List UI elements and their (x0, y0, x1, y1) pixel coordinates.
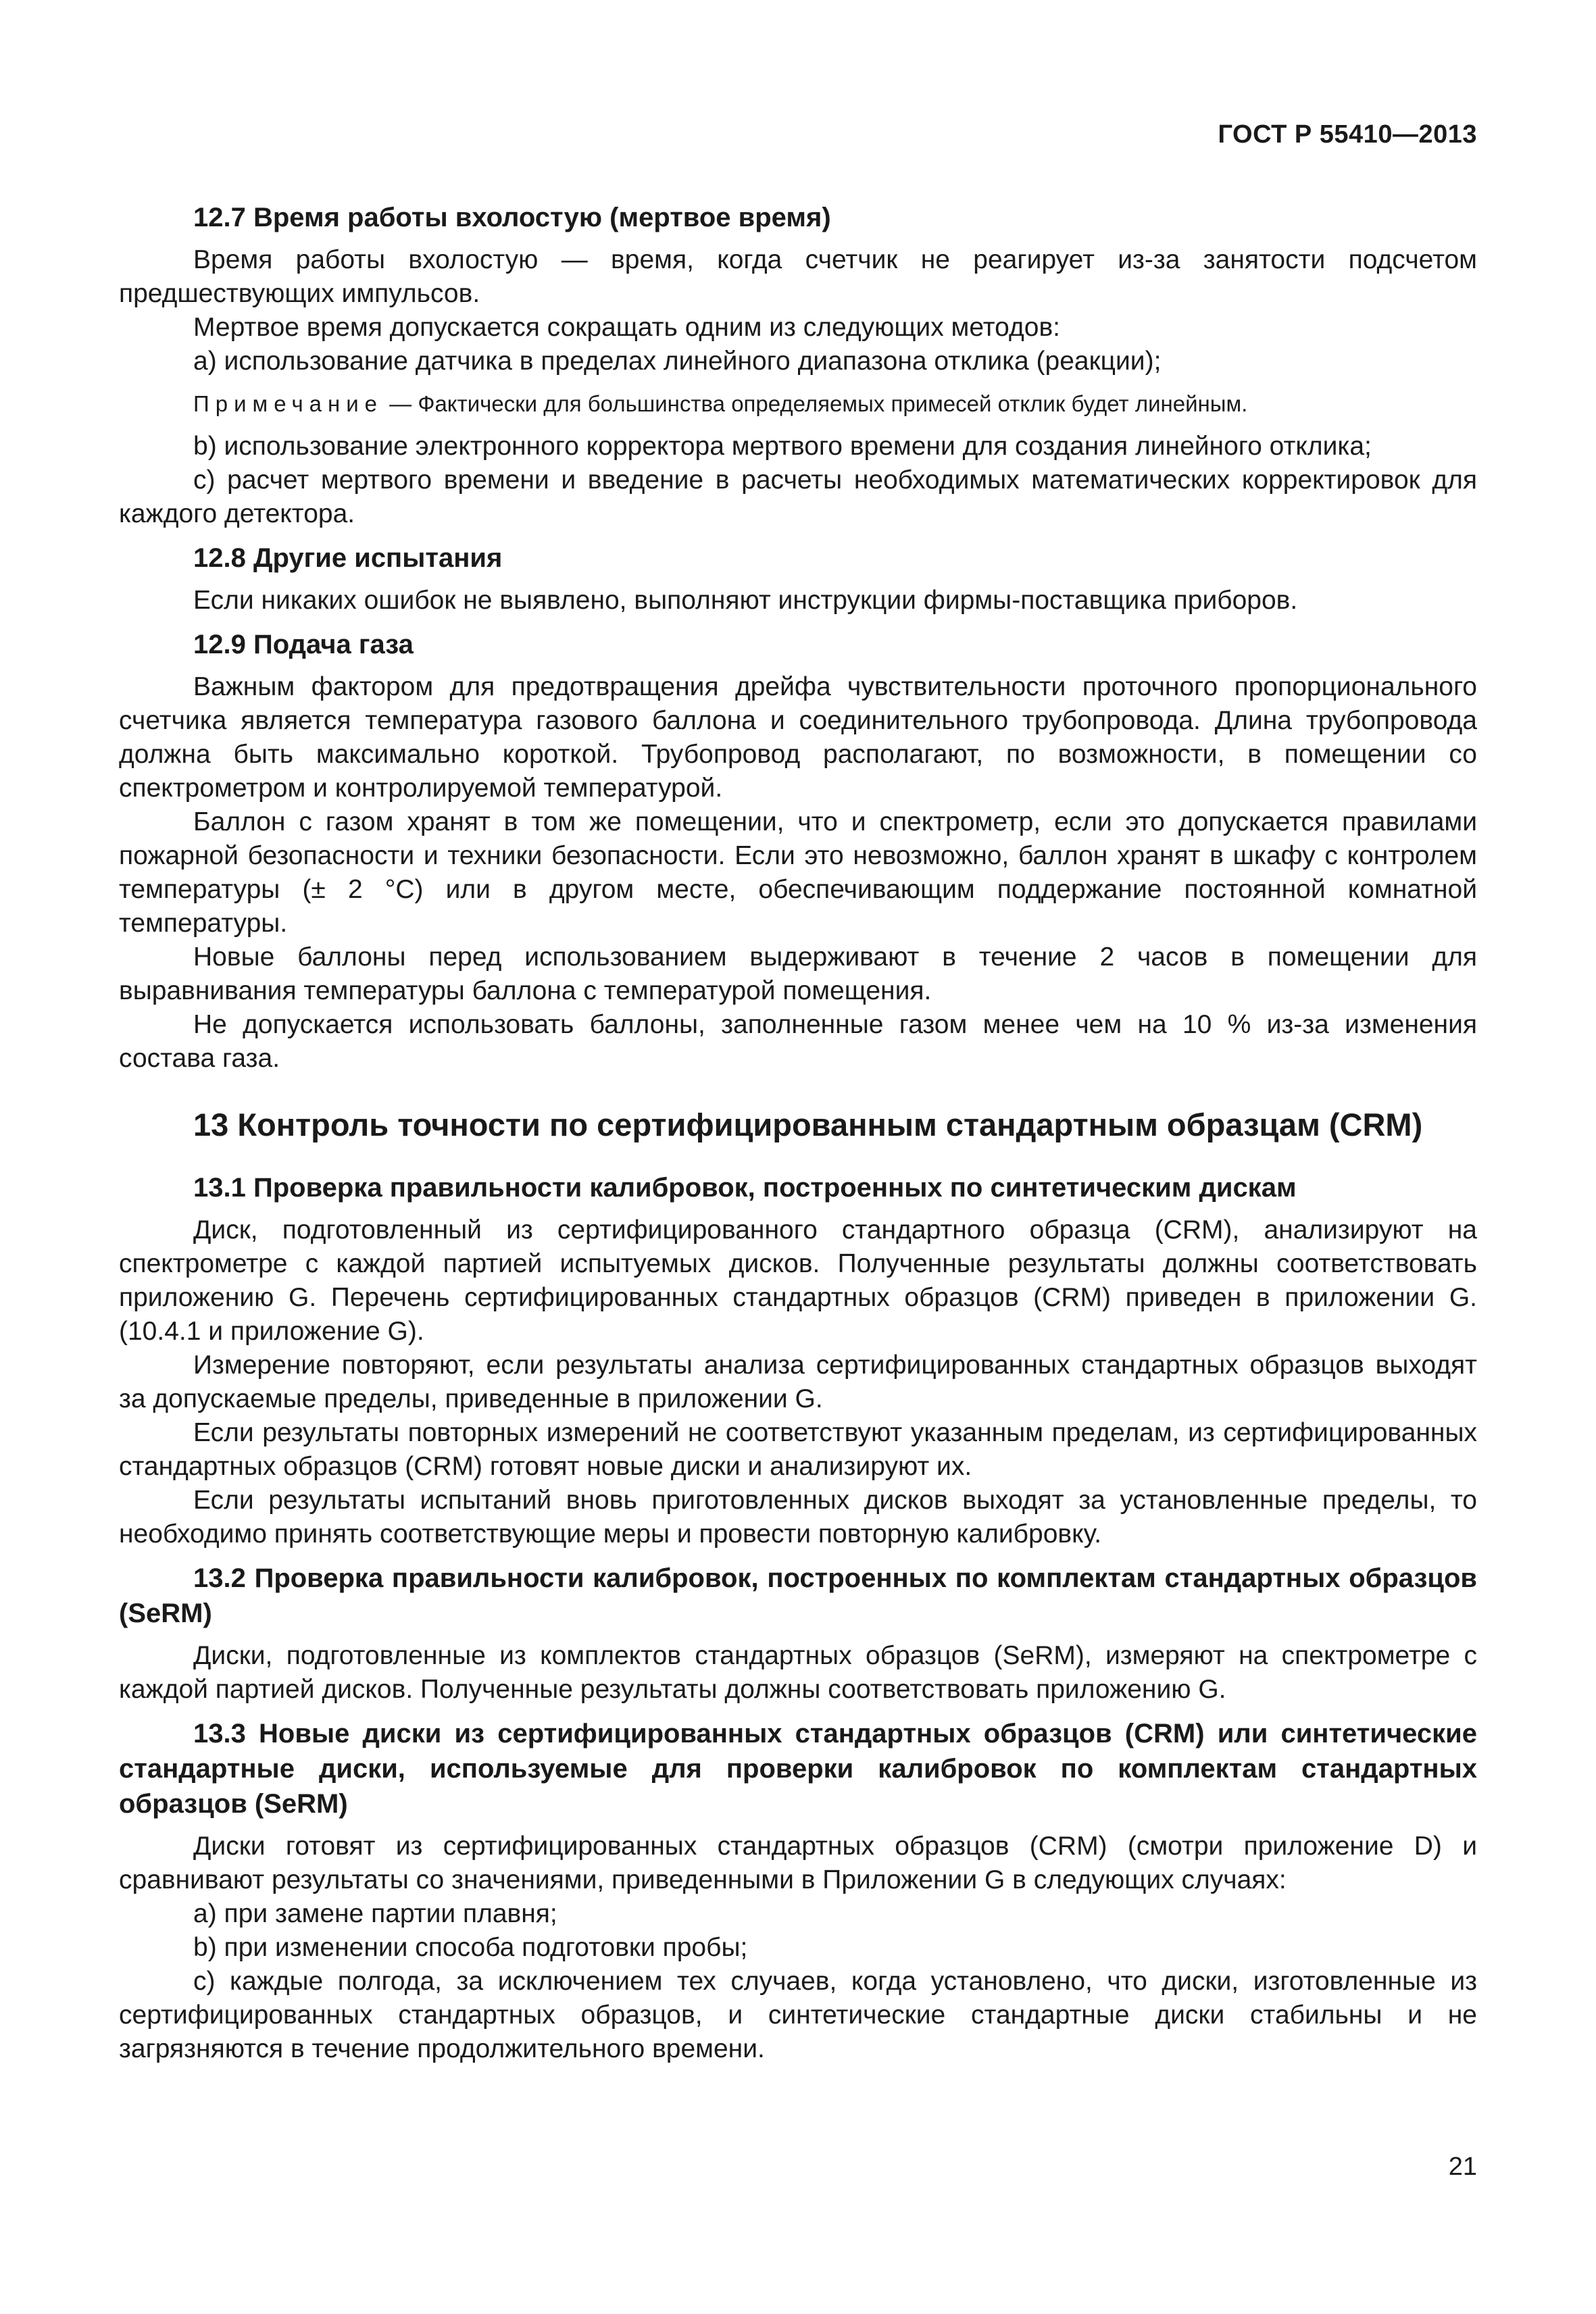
paragraph: Мертвое время допускается сокращать одним из следующих методов: (193, 313, 1061, 342)
paragraph: Диски, подготовленные из комплектов стандартных образцов (SeRM), измеряют на спектрометре с каждой партией дисков. Полученные результаты должны соответствовать приложению G. (119, 1641, 1477, 1704)
section-12-7-title: 12.7 Время работы вхолостую (мертвое время) (193, 203, 831, 232)
section-12-9 (119, 627, 1477, 1076)
section-13-2-title: 13.2 Проверка правильности калибровок, построенных по комплектам стандартных образцов (SeRM) (119, 1563, 1477, 1628)
list-item: c) расчет мертвого времени и введение в расчеты необходимых математических корректировок для каждого детектора. (119, 466, 1477, 528)
paragraph: Не допускается использовать баллоны, заполненные газом менее чем на 10 % из-за изменения состава газа. (119, 1010, 1477, 1073)
section-13-3 (119, 1716, 1477, 2066)
list-item: b) при изменении способа подготовки пробы; (193, 1933, 748, 1962)
document-page (119, 0, 1477, 2314)
paragraph: Если результаты испытаний вновь приготовленных дисков выходят за установленные пределы, то необходимо принять соответствующие меры и провести повторную калибровку. (119, 1486, 1477, 1549)
paragraph: Важным фактором для предотвращения дрейфа чувствительности проточного пропорционального счетчика является температура газового баллона и соединительного трубопровода. Длина трубопровода должна быть максимально короткой. Трубопровод располагают, по возможности, в помещении со спектрометром и контролируемой температурой. (119, 672, 1477, 803)
section-13-1 (119, 1170, 1477, 1551)
paragraph: Диск, подготовленный из сертифицированного стандартного образца (CRM), анализируют на спектрометре с каждой партией испытуемых дисков. Полученные результаты должны соответствовать приложению G. Перечень сертифицированных стандартных образцов (CRM) приведен в приложении G. (10.4.1 и приложение G). (119, 1215, 1477, 1346)
paragraph: Время работы вхолостую — время, когда счетчик не реагирует из-за занятости подсчетом предшествующих импульсов. (119, 245, 1477, 308)
section-12-7 (119, 200, 1477, 531)
page-number: 21 (1448, 2153, 1477, 2181)
section-12-8-title: 12.8 Другие испытания (193, 543, 503, 573)
note-text: — Фактически для большинства определяемых примесей отклик будет линейным. (383, 391, 1248, 416)
page-content (119, 200, 1477, 2066)
section-13-3-title: 13.3 Новые диски из сертифицированных стандартных образцов (CRM) или синтетические стандартные диски, используемые для проверки калибровок по комплектам стандартных образцов (SeRM) (119, 1719, 1477, 1819)
section-12-9-title: 12.9 Подача газа (193, 630, 414, 659)
list-item: c) каждые полгода, за исключением тех случаев, когда установлено, что диски, изготовленные из сертифицированных стандартных образцов, и синтетические стандартные диски стабильны и не загрязняются в течение продолжительного времени. (119, 1967, 1477, 2063)
list-item: a) при замене партии плавня; (193, 1899, 557, 1928)
note (119, 388, 1477, 420)
paragraph: Новые баллоны перед использованием выдерживают в течение 2 часов в помещении для выравнивания температуры баллона с температурой помещения. (119, 942, 1477, 1005)
paragraph: Измерение повторяют, если результаты анализа сертифицированных стандартных образцов выходят за допускаемые пределы, приведенные в приложении G. (119, 1351, 1477, 1413)
list-item: a) использование датчика в пределах линейного диапазона отклика (реакции); (193, 347, 1162, 376)
paragraph: Диски готовят из сертифицированных стандартных образцов (CRM) (смотри приложение D) и сравнивают результаты со значениями, приведенными в Приложении G в следующих случаях: (119, 1832, 1477, 1894)
list-item: b) использование электронного корректора мертвого времени для создания линейного отклика; (193, 432, 1372, 461)
section-13-title: 13 Контроль точности по сертифицированным стандартным образцам (CRM) (193, 1107, 1423, 1142)
section-13-1-title: 13.1 Проверка правильности калибровок, построенных по синтетическим дискам (193, 1173, 1297, 1203)
paragraph: Если результаты повторных измерений не соответствуют указанным пределам, из сертифицированных стандартных образцов (CRM) готовят новые диски и анализируют их. (119, 1418, 1477, 1481)
section-12-8 (119, 540, 1477, 618)
paragraph: Если никаких ошибок не выявлено, выполняют инструкции фирмы-поставщика приборов. (193, 586, 1298, 615)
paragraph: Баллон с газом хранят в том же помещении, что и спектрометр, если это допускается правилами пожарной безопасности и техники безопасности. Если это невозможно, баллон хранят в шкафу с контролем температуры (± 2 °С) или в другом месте, обеспечивающим поддержание постоянной комнатной температуры. (119, 807, 1477, 938)
standard-code-header: ГОСТ Р 55410—2013 (1218, 120, 1477, 149)
note-label: Примечание (193, 391, 384, 416)
section-13-2 (119, 1561, 1477, 1707)
